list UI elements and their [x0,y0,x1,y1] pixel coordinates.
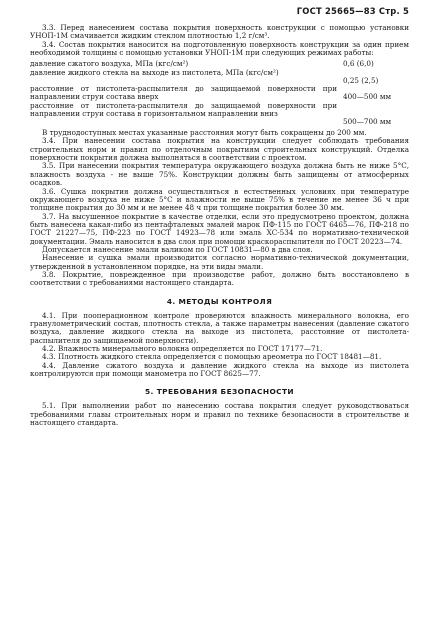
mode-label: расстояние от пистолета-распылителя до защищаемой поверхности при направлении струи состава в горизонтальном направлении вниз [30,100,337,119]
paragraph: 3.4. При нанесении состава покрытия на конструкции следует соблюдать требования строительных норм и правил по отделочным покрытиям строительных конструкций. Отделка поверхности покрытия должна выполняться в соответствии с проектом. [30,136,409,163]
paragraph: 4.1. При пооперационном контроле проверяются влажность минерального волокна, его гранулометрический состав, плотность стекла, а также параметры нанесения (давление сжатого воздуха, давление жидкого стекла на выходе из пистолета, расстояние от пистолета- распылителя до защищаемой поверхности). [30,310,409,345]
mode-value: 0,25 (2,5) [343,75,379,85]
mode-row [30,69,409,85]
paragraph: 3.6. Сушка покрытия должна осуществляться в естественных условиях при температуре окружающего воздуха не ниже 5°С и влажности не выше 75% в течение не менее 36 ч при толщине покрытия до 30 мм и не менее 48 ч при толщине покрытия более 30 мм. [30,186,409,213]
paragraph: 3.7. На высушенное покрытие в качестве отделки, если это предусмотрено проектом, должна быть нанесена какая-либо из пентафталевых эмалей марок ПФ-115 по ГОСТ 6465—76, ПФ-218 по ГОСТ 21227—75, ПФ-223 по ГОСТ 14923—78 или эмаль ХС-534 по нормативно-технической документации. Эмаль наносится в два слоя при помощи краскораспылителя по ГОСТ 20223—74. [30,211,409,246]
paragraph-3-3: 3.3. Перед нанесением состава покрытия поверхность конструкции с помощью установки УНОП-1М смачивается жидким стеклом плотностью 1,2 г/см³. [30,23,409,41]
mode-row [30,102,409,126]
mode-value: 500—700 мм [343,116,392,126]
standard-number: ГОСТ 25665—83 [296,6,376,16]
paragraph: В труднодоступных местах указанные расстояния могут быть сокращены до 200 мм. [42,128,367,138]
section-heading: 5. ТРЕБОВАНИЯ БЕЗОПАСНОСТИ [145,387,294,397]
page-number: Стр. 5 [378,6,409,16]
mode-value: 0,6 (6,0) [343,59,374,69]
mode-label: давление жидкого стекла на выходе из пистолета, МПа (кгс/см²) [30,67,279,77]
mode-label: расстояние от пистолета-распылителя до защищаемой поверхности при направлении струи состава вверх [30,84,337,102]
paragraph: Нанесение и сушка эмали производится согласно нормативно-технической документации, утвержденной в установленном порядке, на эти виды эмали. [30,253,409,271]
paragraph: 3.5. При нанесении покрытия температура окружающего воздуха должна быть не ниже 5°С, влажность воздуха - не выше 75%. Конструкции должны быть защищены от атмосферных осадков. [30,161,409,188]
mode-label: давление сжатого воздуха, МПа (кгс/см²) [30,59,189,69]
modes-table [30,60,409,126]
paragraph: 4.4. Давление сжатого воздуха и давление жидкого стекла на выходе из пистолета контролируются при помощи манометра по ГОСТ 8625—77. [30,360,409,379]
page-header [30,6,409,16]
paragraph: 4.2. Влажность минерального волокна определяется по ГОСТ 17177—71. [42,344,323,353]
paragraph: Допускается нанесение эмали валиком по ГОСТ 10831—80 в два слоя. [42,244,313,254]
paragraph: 5.1. При выполнении работ по нанесению состава покрытия следует руководствоваться требованиями главы строительных норм и правил по технике безопасности в строительстве и настоящего стандарта. [30,401,409,428]
section-heading: 4. МЕТОДЫ КОНТРОЛЯ [166,296,273,306]
paragraph: 4.3. Плотность жидкого стекла определяется с помощью ареометра по ГОСТ 18481—81. [42,352,382,362]
paragraph-3-4: 3.4. Состав покрытия наносится на подготовленную поверхность конструкции за один прием необходимой толщины с помощью установки УНОП-1М при следующих режимах работы: [30,39,409,58]
mode-value: 400—500 мм [343,92,392,102]
paragraph: 3.8. Покрытие, поврежденное при производстве работ, должно быть восстановлено в соответствии с требованиями настоящего стандарта. [30,269,409,288]
mode-row [30,85,409,102]
